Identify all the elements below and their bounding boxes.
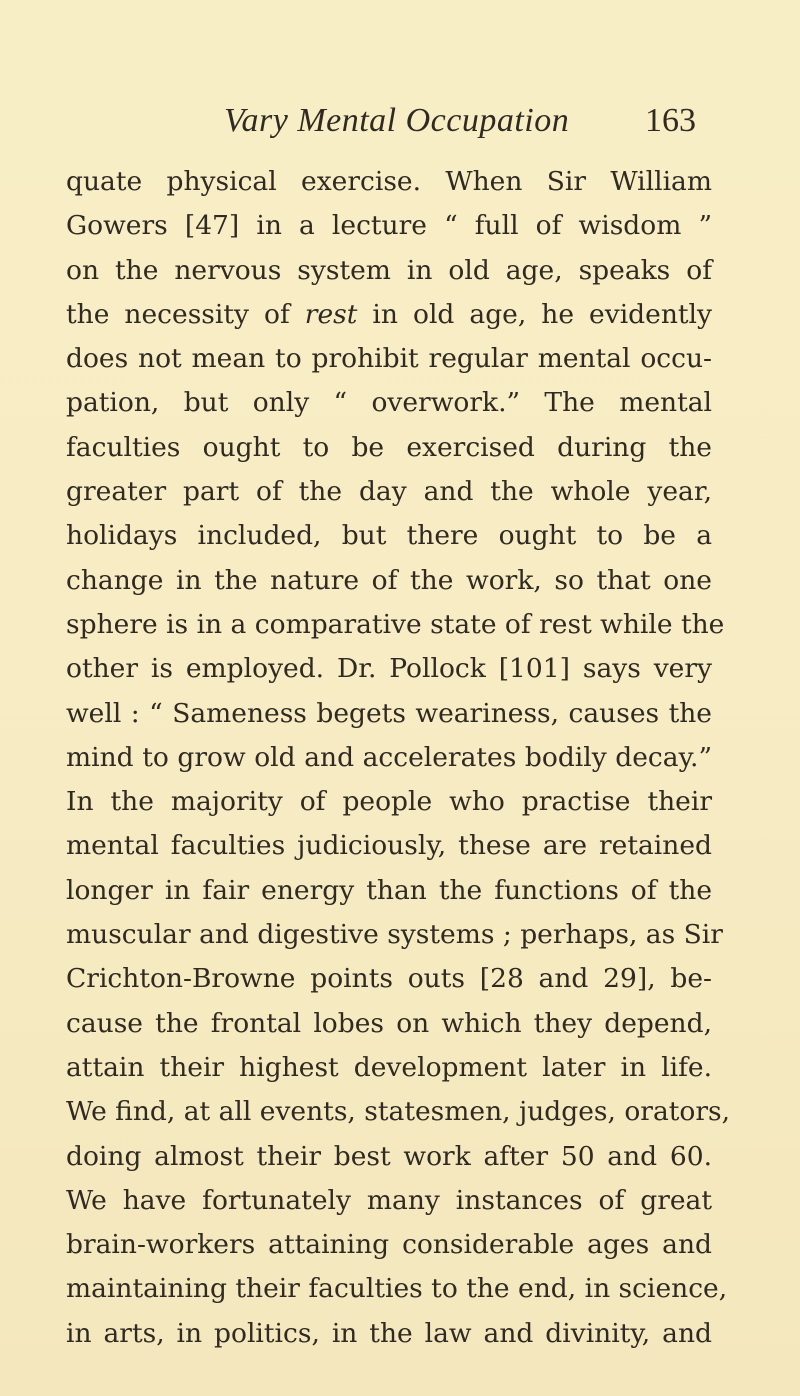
text-line: In the majority of people who practise their (66, 786, 712, 818)
text-line: quate physical exercise. When Sir William (66, 166, 712, 197)
text-line: well : “ Sameness begets weariness, causes the (66, 697, 712, 729)
text-line: attain their highest development later in life. (66, 1051, 712, 1083)
text-line: in arts, in politics, in the law and divinity, and (66, 1317, 712, 1349)
text-line: does not mean to prohibit regular mental occu- (66, 343, 712, 375)
body-text (66, 160, 731, 1356)
text-line: We have fortunately many instances of great (66, 1184, 712, 1216)
text-line: change in the nature of the work, so that one (66, 564, 712, 596)
text-line: doing almost their best work after 50 and 60. (66, 1140, 712, 1172)
page-number: 163 (645, 102, 696, 139)
text-line: on the nervous system in old age, speaks of (66, 254, 712, 286)
text-line: mental faculties judiciously, these are retained (66, 830, 712, 862)
text-line: maintaining their faculties to the end, in science, (66, 1273, 728, 1305)
text-line: longer in fair energy than the functions of the (66, 874, 712, 906)
text-line: holidays included, but there ought to be a (66, 520, 712, 552)
text-line: the necessity of rest in old age, he evidently (66, 298, 712, 330)
text-line: muscular and digestive systems ; perhaps, as Sir (66, 919, 723, 951)
text-line: greater part of the day and the whole year, (66, 476, 712, 508)
running-title: Vary Mental Occupation (224, 102, 570, 139)
text-line: pation, but only “ overwork.” The mental (66, 387, 712, 419)
text-line: brain-workers attaining considerable ages and (66, 1229, 712, 1261)
text-line: mind to grow old and accelerates bodily decay.” (66, 741, 712, 773)
running-head (0, 102, 800, 142)
text-line: cause the frontal lobes on which they depend, (66, 1007, 712, 1039)
text-line: Gowers [47] in a lecture “ full of wisdom ” (66, 210, 712, 242)
text-line: faculties ought to be exercised during the (66, 431, 712, 463)
text-line: other is employed. Dr. Pollock [101] says very (66, 653, 712, 685)
emphasis-word: rest (304, 298, 358, 330)
text-line: Crichton-Browne points outs [28 and 29], be- (66, 963, 712, 995)
text-line: We find, at all events, statesmen, judges, orators, (66, 1096, 731, 1128)
text-line: sphere is in a comparative state of rest while the (66, 608, 725, 640)
